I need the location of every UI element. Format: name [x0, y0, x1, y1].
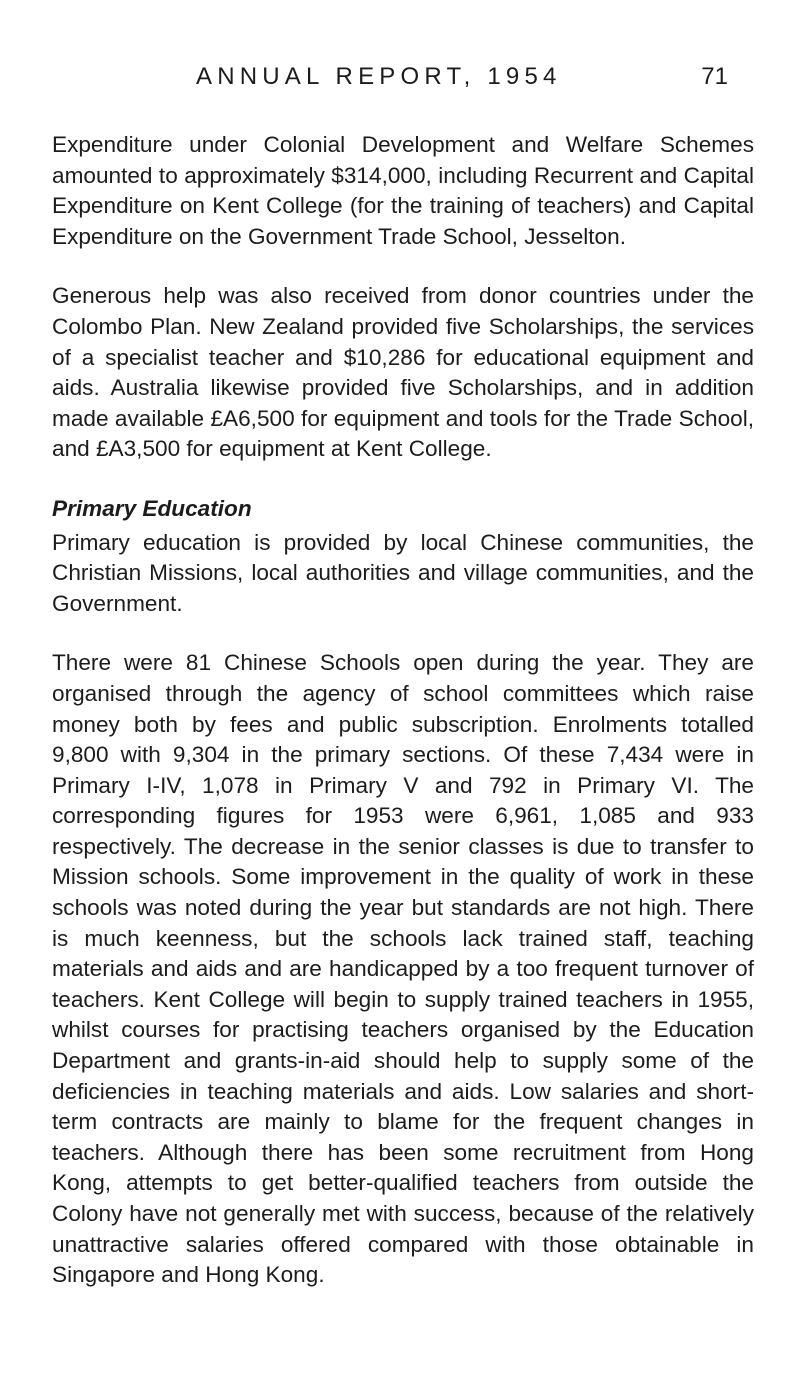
header-title: ANNUAL REPORT, 1954: [196, 63, 562, 90]
paragraph-colombo-plan: Generous help was also received from donor countries under the Colombo Plan. New Zealand provided five Scholarships, the services of a specialist teacher and $10,286 for educational equipment and aids. Australia likewise provided five Scholarships, and in addition made available £A6,500 for equipment and tools for the Trade School, and £A3,500 for equipment at Kent College.: [52, 283, 754, 462]
section-heading-primary-education: Primary Education: [52, 495, 252, 521]
paragraph-chinese-schools: There were 81 Chinese Schools open during the year. They are organised through the agency of school committees which raise money both by fees and public subscription. Enrolments totalled 9,800 with 9,304 in the primary sections. Of these 7,434 were in Primary I-IV, 1,078 in Primary V and 792 in Primary VI. The corresponding figures for 1953 were 6,961, 1,085 and 933 respectively. The decrease in the senior classes is due to transfer to Mission schools. Some improvement in the quality of work in these schools was noted during the year but standards are not high. There is much keenness, but the schools lack trained staff, teaching materials and aids and are handicapped by a too frequent turnover of teachers. Kent College will begin to supply trained teachers in 1955, whilst courses for practising teachers organised by the Education Department and grants-in-aid should help to supply some of the deficiencies in teaching materials and aids. Low salaries and short-term contracts are mainly to blame for the frequent changes in teachers. Although there has been some recruitment from Hong Kong, attempts to get better-qualified teachers from outside the Colony have not generally met with success, because of the relatively unattractive salaries offered compared with those obtainable in Singapore and Hong Kong.: [52, 650, 754, 1288]
paragraph-development-expenditure: Expenditure under Colonial Development and Welfare Schemes amounted to approximately $314,000, including Recurrent and Capital Expenditure on Kent College (for the training of teachers) and Capital Expenditure on the Government Trade School, Jesselton.: [52, 132, 754, 249]
running-header: [0, 60, 800, 94]
paragraph-primary-providers: Primary education is provided by local Chinese communities, the Christian Missions, local authorities and village communities, and the Government.: [52, 529, 754, 616]
page-number: 71: [701, 63, 728, 90]
body-text: [52, 130, 754, 1291]
